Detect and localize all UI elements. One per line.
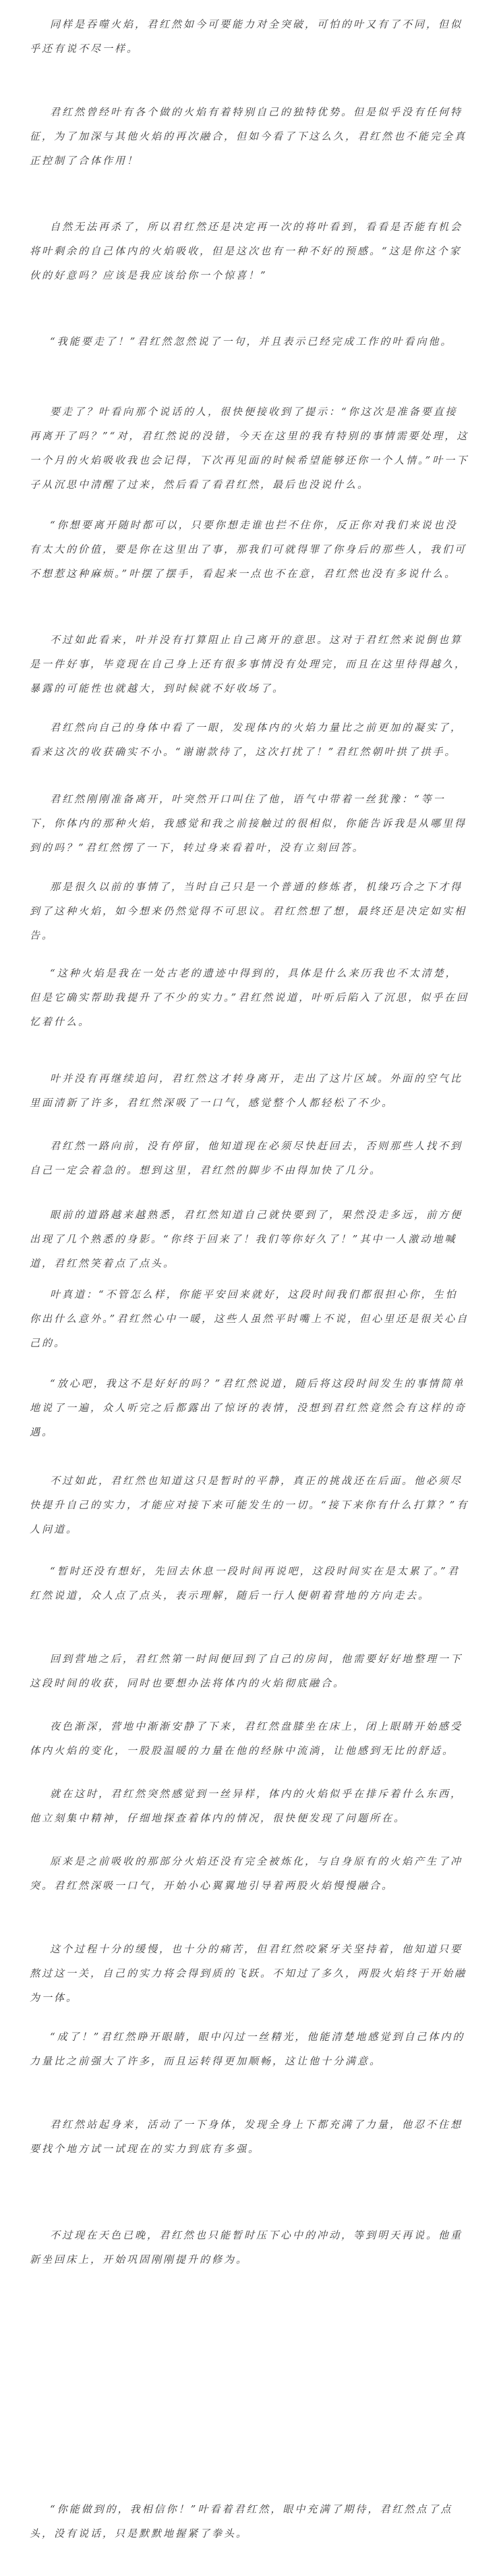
paragraph: 不过如此看来，叶并没有打算阻止自己离开的意思。这对于君红然来说倒也算是一件好事，毕竟现在自己身上还有很多事情没有处理完，而且在这里待得越久，暴露的可能性也就越大，到时候就不好收场了。 xyxy=(30,634,467,694)
paragraph: 自然无法再杀了，所以君红然还是决定再一次的将叶看到，看看是否能有机会将叶剩余的自己体内的火焰吸收，但是这次也有一种不好的预感。“这是你这个家伙的好意吗？应该是我应该给你一个惊喜！” xyxy=(30,221,463,281)
paragraph: 那是很久以前的事情了，当时自己只是一个普通的修炼者，机缘巧合之下才得到了这种火焰，如今想来仍然觉得不可思议。君红然想了想，最终还是决定如实相告。 xyxy=(30,881,467,941)
paragraph: 就在这时，君红然突然感觉到一丝异样，体内的火焰似乎在排斥着什么东西，他立刻集中精神，仔细地探查着体内的情况，很快便发现了问题所在。 xyxy=(30,1788,463,1824)
paragraph: “暂时还没有想好，先回去休息一段时间再说吧，这段时间实在是太累了。”君红然说道，众人点了点头，表示理解，随后一行人便朝着营地的方向走去。 xyxy=(30,1565,460,1601)
paragraph: 夜色渐深，营地中渐渐安静了下来，君红然盘膝坐在床上，闭上眼睛开始感受体内火焰的变化，一股股温暖的力量在他的经脉中流淌，让他感到无比的舒适。 xyxy=(30,1720,463,1757)
paragraph: “放心吧，我这不是好好的吗？”君红然说道，随后将这段时间发生的事情简单地说了一遍，众人听完之后都露出了惊讶的表情，没想到君红然竟然会有这样的奇遇。 xyxy=(30,1377,467,1438)
paragraph: 君红然刚刚准备离开，叶突然开口叫住了他，语气中带着一丝犹豫：“等一下，你体内的那种火焰，我感觉和我之前接触过的很相似，你能告诉我是从哪里得到的吗？”君红然愣了一下，转过身来看着叶，没有立刻回答。 xyxy=(30,793,467,854)
paragraph: “我能要走了！”君红然忽然说了一句，并且表示已经完成工作的叶看向他。 xyxy=(50,335,453,348)
paragraph: “成了！”君红然睁开眼睛，眼中闪过一丝精光，他能清楚地感觉到自己体内的力量比之前强大了许多，而且运转得更加顺畅，这让他十分满意。 xyxy=(30,2031,465,2067)
paragraph: 君红然一路向前，没有停留，他知道现在必须尽快赶回去，否则那些人找不到自己一定会着急的。想到这里，君红然的脚步不由得加快了几分。 xyxy=(30,1140,463,1176)
paragraph: 叶真道：“不管怎么样，你能平安回来就好，这段时间我们都很担心你，生怕你出什么意外。”君红然心中一暖，这些人虽然平时嘴上不说，但心里还是很关心自己的。 xyxy=(30,1288,469,1349)
paragraph: 叶并没有再继续追问，君红然这才转身离开，走出了这片区域。外面的空气比里面清新了许多，君红然深吸了一口气，感觉整个人都轻松了不少。 xyxy=(30,1072,463,1109)
paragraph: 不过现在天色已晚，君红然也只能暂时压下心中的冲动，等到明天再说。他重新坐回床上，开始巩固刚刚提升的修为。 xyxy=(30,2229,463,2266)
paragraph: 回到营地之后，君红然第一时间便回到了自己的房间，他需要好好地整理一下这段时间的收获，同时也要想办法将体内的火焰彻底融合。 xyxy=(30,1653,463,1689)
paragraph: 君红然站起身来，活动了一下身体，发现全身上下都充满了力量，他忍不住想要找个地方试一试现在的实力到底有多强。 xyxy=(30,2118,463,2155)
paragraph: “你能做到的，我相信你！”叶看着君红然，眼中充满了期待，君红然点了点头，没有说话，只是默默地握紧了拳头。 xyxy=(30,2503,453,2540)
paragraph: 同样是吞噬火焰，君红然如今可要能力对全突破，可怕的叶又有了不同，但似乎还有说不尽一样。 xyxy=(30,18,463,55)
paragraph: “你想要离开随时都可以，只要你想走谁也拦不住你，反正你对我们来说也没有太大的价值，要是你在这里出了事，那我们可就得罪了你身后的那些人，我们可不想惹这种麻烦。”叶摆了摆手，看起来一点也不在意，君红然也没有多说什么。 xyxy=(30,519,467,580)
paragraph: 原来是之前吸收的那部分火焰还没有完全被炼化，与自身原有的火焰产生了冲突。君红然深吸一口气，开始小心翼翼地引导着两股火焰慢慢融合。 xyxy=(30,1855,463,1892)
paragraph: 眼前的道路越来越熟悉，君红然知道自己就快要到了，果然没走多远，前方便出现了几个熟悉的身影。“你终于回来了！我们等你好久了！”其中一人激动地喊道，君红然笑着点了点头。 xyxy=(30,1209,463,1269)
paragraph: 君红然曾经叶有各个做的火焰有着特别自己的独特优势。但是似乎没有任何特征，为了加深与其他火焰的再次融合，但如今看了下这么久，君红然也不能完全真正控制了合体作用！ xyxy=(30,106,467,167)
paragraph: “这种火焰是我在一处古老的遗迹中得到的，具体是什么来历我也不太清楚，但是它确实帮助我提升了不少的实力。”君红然说道，叶听后陷入了沉思，似乎在回忆着什么。 xyxy=(30,967,469,1028)
paragraph: 这个过程十分的缓慢，也十分的痛苦，但君红然咬紧牙关坚持着，他知道只要熬过这一关，自己的实力将会得到质的飞跃。不知过了多久，两股火焰终于开始融为一体。 xyxy=(30,1943,467,2004)
paragraph: 君红然向自己的身体中看了一眼，发现体内的火焰力量比之前更加的凝实了，看来这次的收获确实不小。“谢谢款待了，这次打扰了！”君红然朝叶拱了拱手。 xyxy=(30,721,463,758)
paragraph: 不过如此，君红然也知道这只是暂时的平静，真正的挑战还在后面。他必须尽快提升自己的实力，才能应对接下来可能发生的一切。“接下来你有什么打算？”有人问道。 xyxy=(30,1475,469,1535)
paragraph: 要走了？叶看向那个说话的人，很快便接收到了提示：“你这次是准备要直接再离开了吗？”“对，君红然说的没错，今天在这里的我有特别的事情需要处理，这一个月的火焰吸收我也会记得，下次再见面的时候希望能够还你一个人情。”叶一下子从沉思中清醒了过来，然后看了看君红然，最后也没说什么。 xyxy=(30,406,469,491)
